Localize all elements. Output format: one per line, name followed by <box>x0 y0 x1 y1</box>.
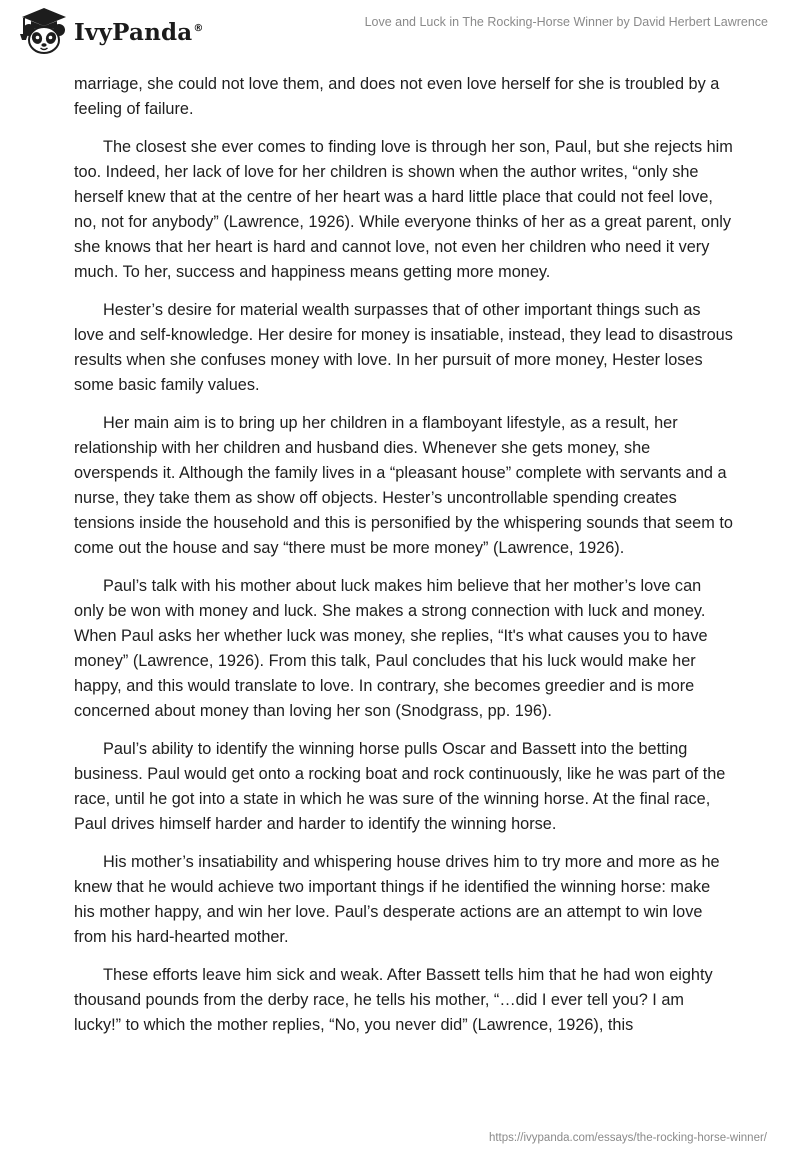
registered-mark: ® <box>193 22 204 34</box>
brand-name <box>74 19 204 46</box>
paragraph: Hester’s desire for material wealth surpasses that of other important things such as love and self-knowledge. Her desire for money is insatiable, instead, they lead to disastrous results when she confuses money with love. In her pursuit of more money, Hester loses some basic family values. <box>74 301 733 394</box>
brand-logo[interactable] <box>14 6 204 56</box>
source-url-link[interactable]: https://ivypanda.com/essays/the-rocking-horse-winner/ <box>488 1132 767 1144</box>
paragraph: marriage, she could not love them, and does not even love herself for she is troubled by a feeling of failure. <box>74 75 720 118</box>
brand-name-text: IvyPanda <box>74 18 193 46</box>
essay-body <box>74 72 734 1051</box>
paragraph: The closest she ever comes to finding love is through her son, Paul, but she rejects him too. Indeed, her lack of love for her children is shown when the author writes, “only she herself knew that at the centre of her heart was a hard little place that could not feel love, no, not for anybody” (Lawrence, 1926). While everyone thinks of her as a great parent, only she knows that her heart is hard and cannot love, not even her children who need it very much. To her, success and happiness means getting more money. <box>74 138 733 281</box>
paragraph: His mother’s insatiability and whispering house drives him to try more and more as he knew that he would achieve two important things if he identified the winning horse: make his mother happy, and win her love. Paul’s desperate actions are an attempt to win love from his hard-hearted mother. <box>74 853 720 946</box>
page-header <box>0 0 800 70</box>
panda-graduation-cap-logo-icon <box>14 6 70 56</box>
paragraph: Paul’s ability to identify the winning horse pulls Oscar and Bassett into the betting business. Paul would get onto a rocking boat and rock continuously, like he was part of the race, until he got into a state in which he was sure of the winning horse. At the final race, Paul drives himself harder and harder to identify the winning horse. <box>74 740 726 833</box>
document-title: Love and Luck in The Rocking-Horse Winner by David Herbert Lawrence <box>364 15 768 29</box>
paragraph: Paul’s talk with his mother about luck makes him believe that her mother’s love can only be won with money and luck. She makes a strong connection with luck and money. When Paul asks her whether luck was money, she replies, “It's what causes you to have money” (Lawrence, 1926). From this talk, Paul concludes that his luck would make her happy, and this would translate to love. In contrary, she becomes greedier and is more concerned about money than loving her son (Snodgrass, pp. 196). <box>74 577 708 720</box>
paragraph: Her main aim is to bring up her children in a flamboyant lifestyle, as a result, her relationship with her children and husband dies. Whenever she gets money, she overspends it. Although the family lives in a “pleasant house” complete with servants and a nurse, they take them as show off objects. Hester’s uncontrollable spending creates tensions inside the household and this is personified by the whispering sounds that seem to come out the house and say “there must be more money” (Lawrence, 1926). <box>74 414 733 557</box>
paragraph: These efforts leave him sick and weak. After Bassett tells him that he had won eighty thousand pounds from the derby race, he tells his mother, “…did I ever tell you? I am lucky!” to which the mother replies, “No, you never did” (Lawrence, 1926), this <box>74 966 713 1034</box>
